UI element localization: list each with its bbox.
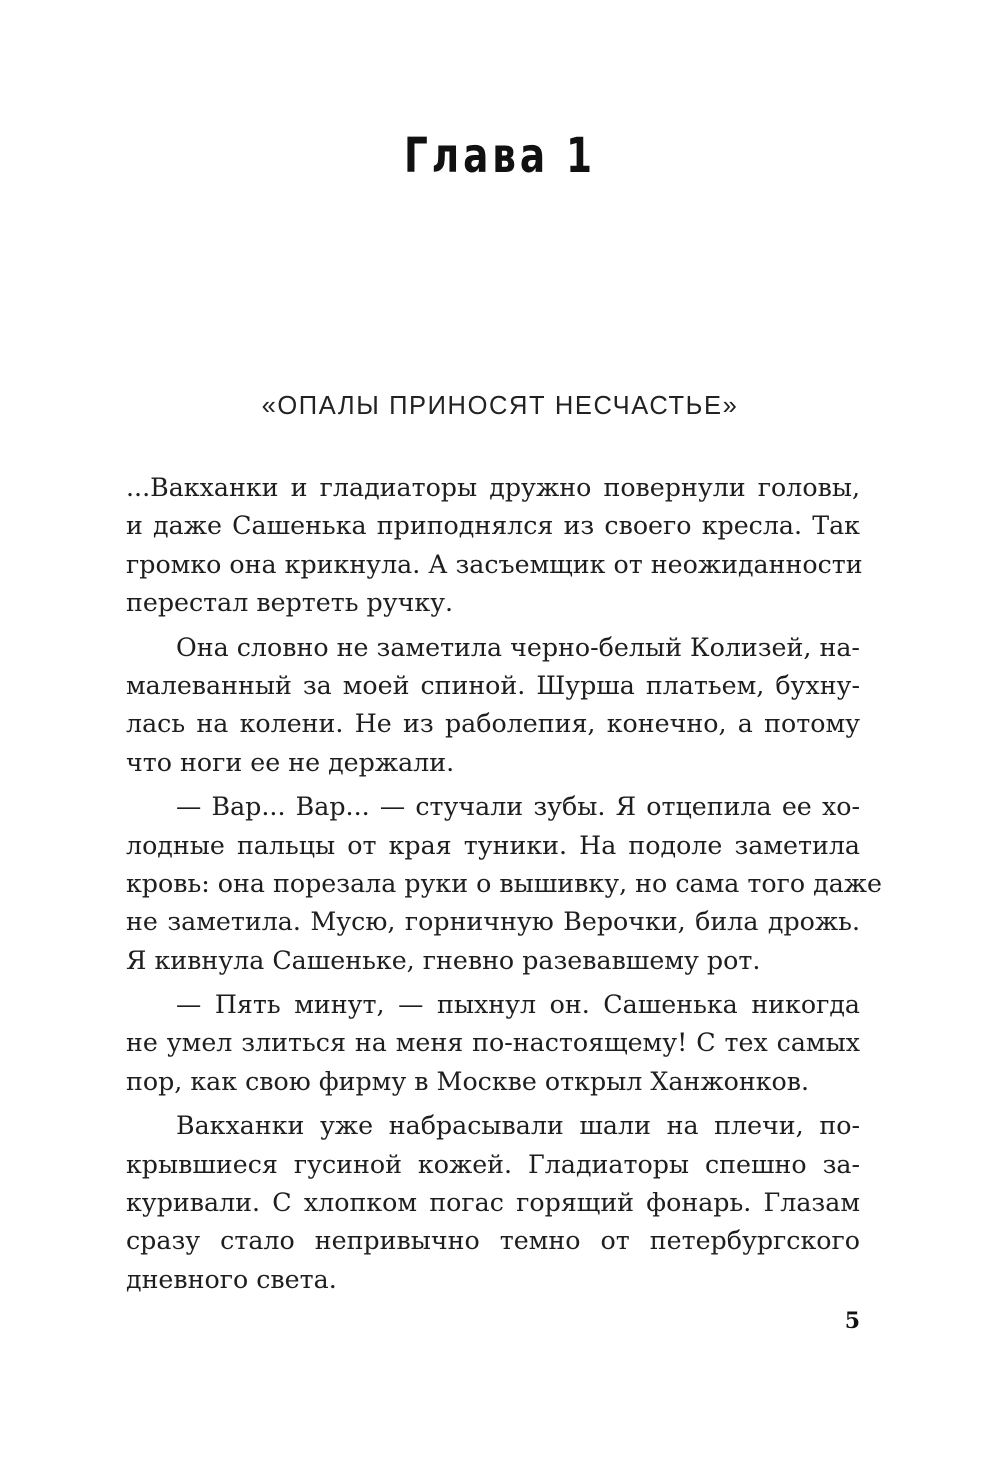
text-line: лась на колени. Не из раболепия, конечно, а потому <box>126 709 860 739</box>
text-line: и даже Сашенька приподнялся из своего кресла. Так <box>126 511 860 541</box>
paragraph-2 <box>126 629 860 783</box>
paragraph-3 <box>126 788 883 980</box>
text-line: Я кивнула Сашеньке, гневно разевавшему рот. <box>126 945 761 975</box>
text-line: Вакханки уже набрасывали шали на плечи, по- <box>176 1111 860 1141</box>
text-line: кровь: она порезала руки о вышивку, но сама того даже <box>126 868 883 898</box>
text-line: сразу стало непривычно темно от петербургского <box>126 1226 860 1256</box>
text-line: — Пять минут, — пыхнул он. Сашенька никогда <box>176 990 860 1020</box>
chapter-title: Глава 1 <box>404 128 596 184</box>
body-text <box>126 469 883 1299</box>
text-line: куривали. С хлопком погас горящий фонарь. Глазам <box>126 1188 860 1218</box>
text-line: лодные пальцы от края туники. На подоле заметила <box>126 830 860 860</box>
text-line: крывшиеся гусиной кожей. Гладиаторы спешно за- <box>126 1149 860 1179</box>
page-number: 5 <box>844 1308 860 1334</box>
paragraph-4 <box>126 986 860 1101</box>
text-line: дневного света. <box>126 1264 337 1294</box>
text-line: перестал вертеть ручку. <box>126 588 454 618</box>
text-line: не заметила. Мусю, горничную Верочки, била дрожь. <box>126 907 860 937</box>
text-line: не умел злиться на меня по-настоящему! С тех самых <box>126 1028 860 1058</box>
text-line: малеванный за моей спиной. Шурша платьем, бухну- <box>126 670 860 700</box>
text-line: что ноги ее не держали. <box>126 747 455 777</box>
section-title: «ОПАЛЫ ПРИНОСЯТ НЕСЧАСТЬЕ» <box>261 392 739 420</box>
text-line: громко она крикнула. А засъемщик от неожиданности <box>126 549 863 579</box>
paragraph-5 <box>126 1107 860 1299</box>
text-line: ...Вакханки и гладиаторы дружно повернули головы, <box>126 473 860 502</box>
text-line: Она словно не заметила черно-белый Колизей, на- <box>176 632 860 662</box>
text-line: — Вар... Вар... — стучали зубы. Я отцепила ее хо- <box>176 792 860 822</box>
text-line: пор, как свою фирму в Москве открыл Ханжонков. <box>126 1066 810 1096</box>
paragraph-1 <box>126 469 863 623</box>
